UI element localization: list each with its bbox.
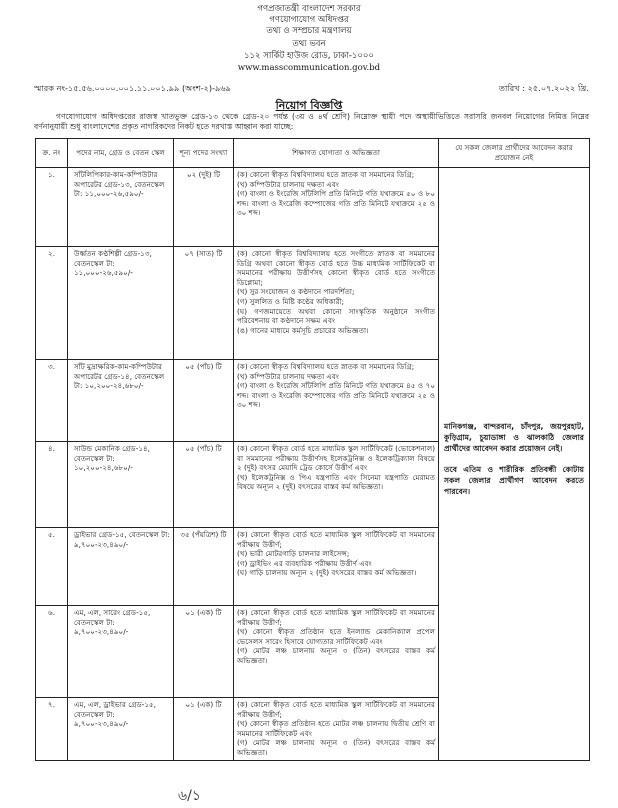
row-qualifications: [234, 606, 439, 698]
qualification-item: (ক) কোনো স্বীকৃত বোর্ড হতে মাধ্যমিক স্কুল সার্টিফিকেট বা সমমানের পরীক্ষায় উত্তীর্ণ;: [237, 700, 435, 719]
intro-paragraph: গণযোগাযোগ অধিদপ্তরের রাজস্ব খাতভুক্ত গ্রেড-১৩ থেকে গ্রেড-২০ পর্যন্ত (৩য় ও ৪র্থ শ্রেণি) নিম্নোক্ত স্থায়ী পদে অস্থায়ীভিত্তিতে সরাসরি জনবল নিয়োগের নিমিত্ত নিম্নের বর্ণনানুযায়ী শুধু বাংলাদেশের প্রকৃত নাগরিকদের নিকট হতে দরখাস্ত আহ্বান করা যাচ্ছে:: [34, 112, 589, 131]
qualification-item: (খ) কম্পিউটার চালনায় দক্ষতা এবং: [237, 179, 339, 189]
row-qualifications: [234, 168, 439, 247]
row-count: ৩৫ (পঁয়ত্রিশ) টি: [174, 528, 234, 606]
row-qualifications: [234, 360, 439, 442]
header-qualification: শিক্ষাগত যোগ্যতা ও অভিজ্ঞতা: [234, 139, 439, 168]
qualification-item: (গ) সুললিত ও মিষ্টি কণ্ঠের অধিকারী;: [237, 296, 345, 306]
website: www.masscommunication.gov.bd: [237, 63, 381, 73]
row-post: উর্ধ্বতন কণ্ঠশিল্পী গ্রেড-১৩, বেতনস্কেল টা: ১১,০০০-২৬,৫৯০/-: [68, 247, 174, 360]
header-post: পদের নাম, গ্রেড ও বেতন স্কেল: [68, 139, 174, 168]
table-header-row: [36, 139, 590, 168]
qualification-item: (খ) কোনো স্বীকৃত প্রতিষ্ঠান হতে মোটর লঞ্চ চালনায় দ্বিতীয় শ্রেণি বা সমমানের সার্টিফিকেট এবং: [237, 719, 435, 738]
qualification-item: (খ) ভারী মোটরগাড়ি চালনার লাইসেন্স;: [237, 549, 350, 559]
memo-number: স্মারক নং-১৫.৫৬.০০০০.০০১.১১.০০১.৯৯ (অংশ-২)-৯৬৯: [34, 83, 231, 93]
row-serial: ৬.: [36, 606, 68, 698]
row-post: সাঁট মুদ্রাক্ষরিক-কাম-কম্পিউটার অপারেটর গ্রেড-১৪, বেতনস্কেল টা: ১০,২০০-২৪,৬৮০/-: [68, 360, 174, 442]
row-qualifications: [234, 698, 439, 761]
qualification-item: (গ) মোটর লঞ্চ চালনায় অন্যূন ৩ (তিন) বৎসরের বাস্তব কর্ম অভিজ্ঞতা।: [237, 646, 435, 665]
row-serial: ১.: [36, 168, 68, 247]
row-qualifications: [234, 442, 439, 528]
restricted-districts: মানিকগঞ্জ, বান্দরবান, চাঁদপুর, জয়পুরহাট, কুড়িগ্রাম, চুয়াডাঙ্গা ও ঝালকাঠি জেলার প্রার্থীদের আবেদন করার প্রয়োজন নেই।: [444, 421, 584, 453]
qualification-item: (ঘ) গণজমায়েতে অথবা কোনো সাংস্কৃতিক অনুষ্ঠানে সংগীত পরিবেশনায় বা কণ্ঠদানে সক্ষম এবং: [237, 306, 435, 326]
row-post: ড্রাইভার গ্রেড-১৫, বেতনস্কেল টা: ৯,৭০০-২৩,৪৯০/-: [68, 528, 174, 606]
header-count: শূন্য পদের সংখ্যা: [174, 139, 234, 168]
row-serial: ২.: [36, 247, 68, 360]
memo-line: [34, 83, 589, 96]
row-serial: ৪.: [36, 442, 68, 528]
row-count: ০৫ (পাঁচ) টি: [174, 360, 234, 442]
row-count: ০৭ (সাত) টি: [174, 247, 234, 360]
row-post: এম, এল, সারেং গ্রেড-১৫, বেতনস্কেল টা: ৯,৭০০-২৩,৪৯০/-: [68, 606, 174, 698]
row-count: ০২ (দুই) টি: [174, 168, 234, 247]
notice-title: নিয়োগ বিজ্ঞপ্তি: [275, 99, 343, 112]
row-serial: ৭.: [36, 698, 68, 761]
table-row: [36, 168, 590, 247]
row-post: সাউন্ড মেকানিক গ্রেড-১৪, বেতনস্কেল টা: ১০,২০০-২৪,৬৮০/-: [68, 442, 174, 528]
qualification-item: (ক) কোনো স্বীকৃত বোর্ড হতে মাধ্যমিক স্কুল সার্টিফিকেট (ভোকেশনাল) বা সমমানের পরীক্ষায় উত্তীর্ণসহ ইলেকট্রনিক্স ও ইলেকট্রিক্যাল বিষয়ে ২ (দুই) বৎসর মেয়াদি ট্রেড কোর্সে উত্তীর্ণ এবং: [237, 444, 435, 473]
qualification-item: (ক) কোনো স্বীকৃত বিশ্ববিদ্যালয় হতে স্নাতক বা সমমানের ডিগ্রি;: [237, 362, 415, 371]
department-name: গণযোগাযোগ অধিদপ্তর: [269, 15, 349, 25]
vacancy-table: [35, 138, 590, 761]
header-restriction: যে সকল জেলার প্রার্থীদের আবেদন করার প্রয়োজন নেই: [439, 139, 590, 168]
row-count: ০৫ (পাঁচ) টি: [174, 442, 234, 528]
restriction-cell: [439, 168, 590, 761]
govt-name: গণপ্রজাতন্ত্রী বাংলাদেশ সরকার: [257, 4, 361, 14]
row-serial: ৩.: [36, 360, 68, 442]
qualification-item: (গ) বাংলা ও ইংরেজি সাঁটলিপি প্রতি মিনিটে গতি যথাক্রমে ৪৫ ও ৭০ শব্দ। বাংলা ও ইংরেজি কম্পোজের গতি প্রতি মিনিটে যথাক্রমে ২৫ ও ৩০ শব্দ।: [237, 381, 435, 410]
address: ১১২ সার্কিট হাউজ রোড, ঢাকা-১০০০: [243, 51, 374, 61]
qualification-item: (ক) কোনো স্বীকৃত বোর্ড হতে মাধ্যমিক স্কুল সার্টিফিকেট বা সমমানের পরীক্ষায় উত্তীর্ণ;: [237, 530, 435, 549]
row-post: সাঁটলিপিকার-কাম-কম্পিউটার অপারেটর গ্রেড-১৩, বেতনস্কেল টা: ১১,০০০-২৬,৫৯০/-: [68, 168, 174, 247]
qualification-item: (খ) সুর সংযোজন ও কণ্ঠদানে পারদর্শিতা;: [237, 287, 355, 297]
qualification-item: (ক) কোনো স্বীকৃত বিশ্ববিদ্যালয় হতে সংগীতে স্নাতক বা সমমানের ডিগ্রি অথবা কোনো স্বীকৃত বোর্ড হতে উচ্চ মাধ্যমিক সার্টিফিকেট বা সমমানের পরীক্ষায় উত্তীর্ণসহ কোনো স্বীকৃত বোর্ড হতে সংগীতে ডিপ্লোমা;: [237, 249, 435, 287]
ministry-name: তথ্য ও সম্প্রচার মন্ত্রণালয়: [266, 26, 352, 36]
row-qualifications: [234, 247, 439, 360]
row-qualifications: [234, 528, 439, 606]
qualification-item: (ক) কোনো স্বীকৃত বোর্ড হতে মাধ্যমিক স্কুল সার্টিফিকেট বা সমমানের পরীক্ষায় উত্তীর্ণ;: [237, 608, 435, 627]
qualification-item: (খ) কোনো স্বীকৃত প্রতিষ্ঠান হতে ইনল্যান্ড মেকানিক্যাল প্রপেল ভেসেলস সারেং হিসাবে যোগ্যতার সার্টিফিকেট এবং: [237, 627, 435, 646]
row-count: ০১ (এক) টি: [174, 698, 234, 761]
qualification-item: (গ) ড্রাইভিং এর ব্যবহারিক পরীক্ষায় উত্তীর্ণ এবং: [237, 558, 372, 568]
qualification-item: (গ) বাংলা ও ইংরেজি সাঁটলিপি প্রতি মিনিটে গতি যথাক্রমে ৫০ ও ৮০ শব্দ। বাংলা ও ইংরেজি কম্পোজের গতি প্রতি মিনিটে যথাক্রমে ২৫ ও ৩০ শব্দ।: [237, 189, 435, 218]
handwritten-initials: ৬/১: [178, 788, 201, 804]
qualification-item: (খ) ইলেকট্রনিক্স ও পিএ যন্ত্রপাতি এবং সিনেমা যন্ত্রপাতি মেরামত বিষয়ে অন্যূন ২ (দুই) বৎসরের বাস্তব কর্ম অভিজ্ঞতা।: [237, 472, 435, 492]
orphan-disabled-note: তবে এতিম ও শারীরিক প্রতিবন্ধী কোটায় সকল জেলার প্রার্থীগণ আবেদন করতে পারবেন।: [444, 464, 584, 496]
row-serial: ৫.: [36, 528, 68, 606]
qualification-item: (খ) কম্পিউটার চালনায় দক্ষতা এবং: [237, 371, 339, 381]
qualification-item: (ক) কোনো স্বীকৃত বিশ্ববিদ্যালয় হতে স্নাতক বা সমমানের ডিগ্রি;: [237, 170, 415, 179]
qualification-item: (ঙ) গানের মাধ্যমে কর্মসূচি প্রচারের অভিজ্ঞতা।: [237, 325, 369, 335]
memo-date: তারিখ : ২৫.০৭.২০২২ খ্রি.: [498, 83, 589, 93]
qualification-item: (ঘ) গাড়ি চালনায় অন্যূন ২ (দুই) বৎসরের বাস্তব কর্ম অভিজ্ঞতা।: [237, 568, 417, 578]
row-count: ০১ (এক) টি: [174, 606, 234, 698]
building-name: তথ্য ভবন: [292, 39, 326, 49]
row-post: এম, এল, ড্রাইভার গ্রেড-১৫, বেতনস্কেল টা: ৯,৭০০-২৩,৪৯০/-: [68, 698, 174, 761]
header-serial: ক্র. নং: [36, 139, 68, 168]
qualification-item: (গ) মোটর লঞ্চ চালনায় অন্যূন ৩ (তিন) বৎসরের বাস্তব কর্ম অভিজ্ঞতা।: [237, 738, 435, 757]
